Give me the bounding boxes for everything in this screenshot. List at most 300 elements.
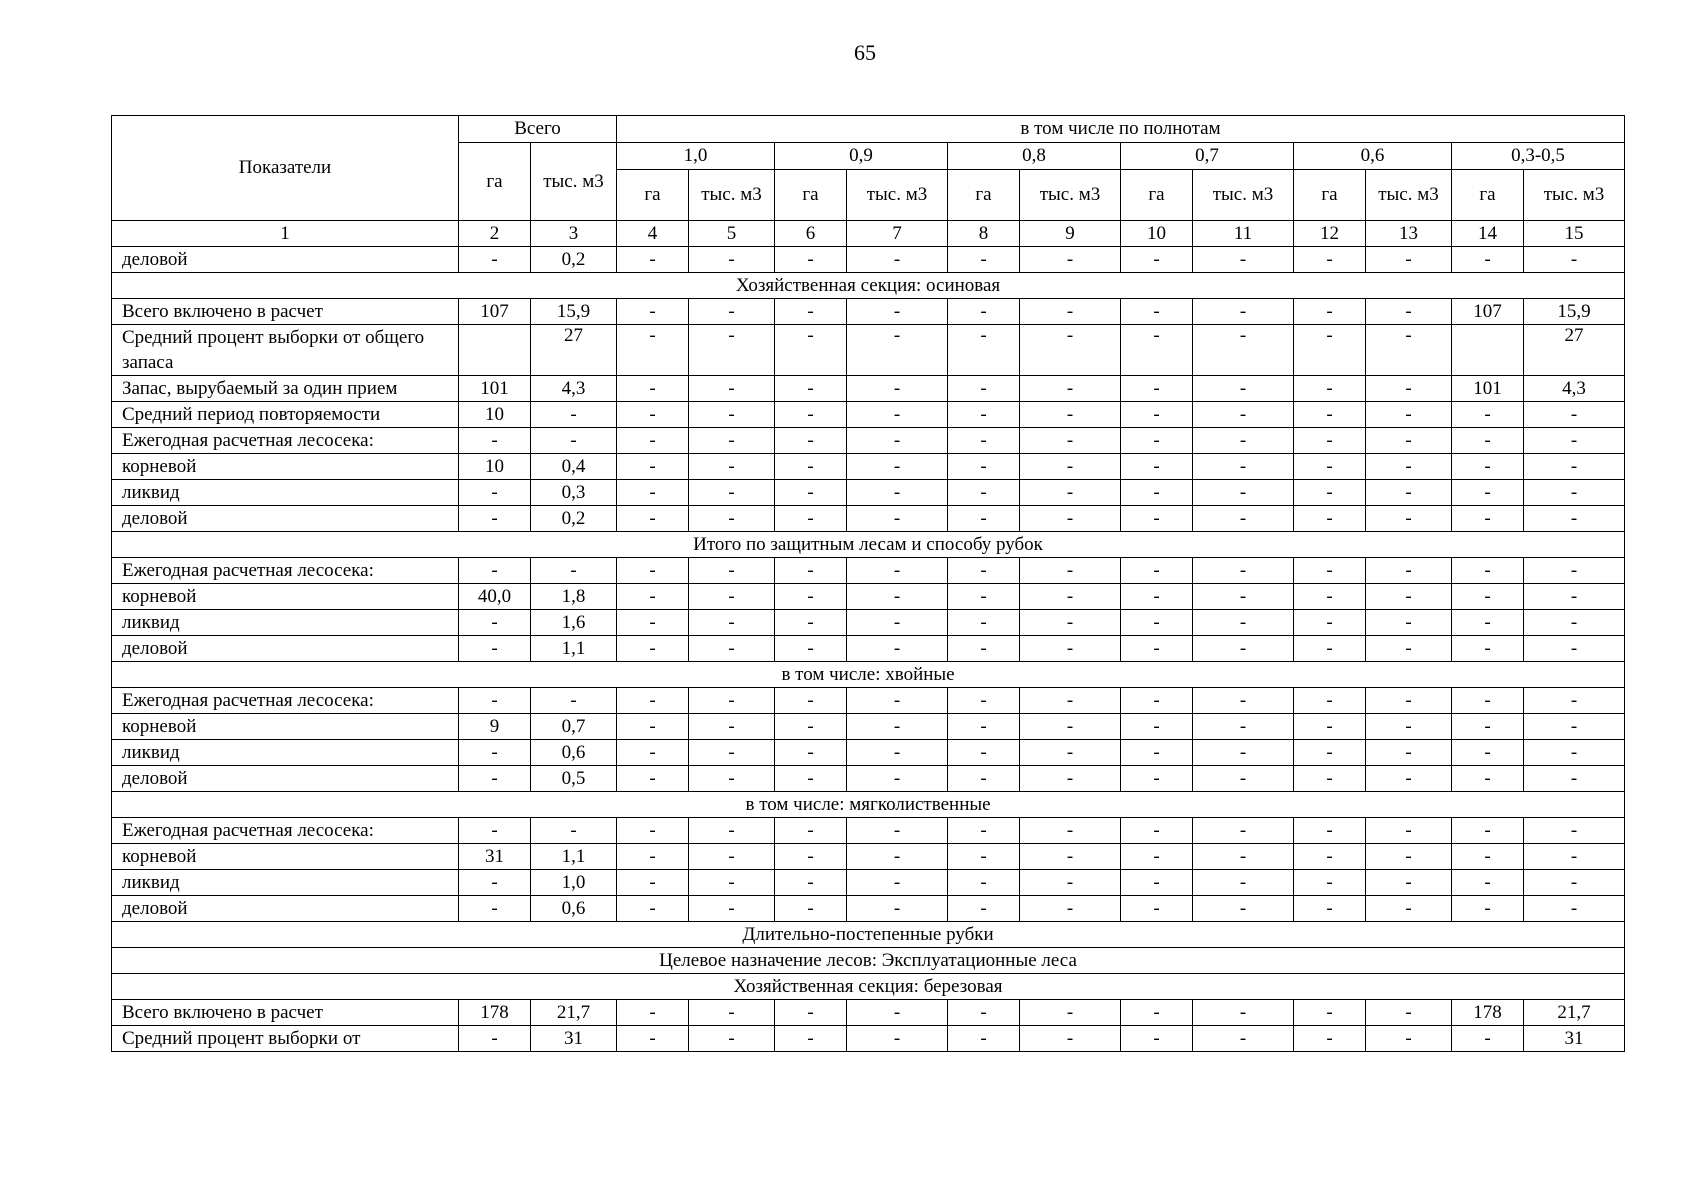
table-cell: - <box>1524 610 1625 636</box>
table-cell: 0,6 <box>531 740 617 766</box>
table-cell: - <box>1452 636 1524 662</box>
table-cell: - <box>1452 610 1524 636</box>
table-cell: - <box>1020 299 1121 325</box>
table-cell: - <box>948 844 1020 870</box>
table-row <box>112 818 1625 844</box>
table-cell: - <box>689 402 775 428</box>
column-number: 2 <box>459 221 531 247</box>
row-label: Средний процент выборки от <box>112 1026 459 1052</box>
table-cell: - <box>617 714 689 740</box>
table-cell: - <box>1524 428 1625 454</box>
table-cell: - <box>689 636 775 662</box>
table-cell: - <box>1294 325 1366 376</box>
row-label: деловой <box>112 506 459 532</box>
table-cell: - <box>1193 896 1294 922</box>
table-cell: - <box>1366 402 1452 428</box>
table-cell: - <box>617 454 689 480</box>
table-cell: - <box>531 558 617 584</box>
table-row <box>112 636 1625 662</box>
table-cell: - <box>847 325 948 376</box>
table-cell: - <box>689 506 775 532</box>
table-cell: - <box>1524 844 1625 870</box>
table-cell: - <box>948 740 1020 766</box>
table-cell: - <box>1193 247 1294 273</box>
table-cell: - <box>1294 766 1366 792</box>
header-group-0-9: 0,9 <box>775 143 948 170</box>
table-cell: - <box>617 740 689 766</box>
table-cell: - <box>1294 558 1366 584</box>
table-cell: - <box>1524 558 1625 584</box>
table-cell: - <box>847 636 948 662</box>
row-label: Ежегодная расчетная лесосека: <box>112 688 459 714</box>
table-cell: - <box>1452 584 1524 610</box>
row-label: Ежегодная расчетная лесосека: <box>112 818 459 844</box>
table-cell: - <box>617 247 689 273</box>
table-cell: - <box>775 844 847 870</box>
table-cell: - <box>617 376 689 402</box>
header-indicator: Показатели <box>112 116 459 221</box>
column-number: 5 <box>689 221 775 247</box>
column-number: 8 <box>948 221 1020 247</box>
table-cell: - <box>1193 428 1294 454</box>
table-cell: - <box>775 584 847 610</box>
table-cell: - <box>1020 376 1121 402</box>
section-title: в том числе: хвойные <box>112 662 1625 688</box>
table-cell: - <box>1121 480 1193 506</box>
table-cell: - <box>1193 506 1294 532</box>
table-cell: - <box>1452 688 1524 714</box>
table-cell: - <box>1020 454 1121 480</box>
table-cell: - <box>1452 402 1524 428</box>
table-cell: - <box>1193 1026 1294 1052</box>
table-cell: - <box>1121 766 1193 792</box>
table-cell: - <box>1020 610 1121 636</box>
table-cell: - <box>459 506 531 532</box>
table-cell: - <box>1020 714 1121 740</box>
table-cell: - <box>1366 844 1452 870</box>
table-row <box>112 714 1625 740</box>
table-cell: - <box>775 454 847 480</box>
table-cell: - <box>1121 454 1193 480</box>
table-cell: - <box>1121 636 1193 662</box>
table-cell: - <box>1121 818 1193 844</box>
table-cell: - <box>1020 688 1121 714</box>
row-label: корневой <box>112 584 459 610</box>
table-cell: - <box>689 1026 775 1052</box>
table-cell: - <box>847 766 948 792</box>
row-label: деловой <box>112 766 459 792</box>
table-cell: - <box>1193 714 1294 740</box>
column-number: 9 <box>1020 221 1121 247</box>
table-cell: - <box>1193 766 1294 792</box>
section-title: Хозяйственная секция: березовая <box>112 974 1625 1000</box>
table-cell: 10 <box>459 454 531 480</box>
table-cell: - <box>1020 558 1121 584</box>
table-cell: 0,7 <box>531 714 617 740</box>
table-cell: - <box>1366 584 1452 610</box>
table-cell: - <box>689 558 775 584</box>
column-number: 7 <box>847 221 948 247</box>
table-cell: - <box>1121 428 1193 454</box>
header-unit: га <box>1121 170 1193 221</box>
table-cell: - <box>1452 506 1524 532</box>
table-cell: 21,7 <box>531 1000 617 1026</box>
table-cell: - <box>459 428 531 454</box>
table-cell: - <box>775 688 847 714</box>
row-label: деловой <box>112 896 459 922</box>
table-cell: - <box>1452 428 1524 454</box>
table-cell: - <box>1020 402 1121 428</box>
table-cell: - <box>617 325 689 376</box>
table-cell: - <box>1020 636 1121 662</box>
table-cell: - <box>1020 766 1121 792</box>
column-numbers-row <box>112 221 1625 247</box>
table-cell: - <box>1020 896 1121 922</box>
table-cell: - <box>1452 896 1524 922</box>
header-unit: тыс. м3 <box>689 170 775 221</box>
table-cell: - <box>1524 714 1625 740</box>
table-cell: - <box>1294 870 1366 896</box>
column-number: 12 <box>1294 221 1366 247</box>
table-cell: - <box>948 299 1020 325</box>
table-cell: 4,3 <box>531 376 617 402</box>
table-cell: 15,9 <box>1524 299 1625 325</box>
table-cell: - <box>1452 247 1524 273</box>
table-cell: - <box>689 325 775 376</box>
table-cell: - <box>847 844 948 870</box>
table-cell: - <box>1524 740 1625 766</box>
table-cell: 178 <box>459 1000 531 1026</box>
table-cell: 0,4 <box>531 454 617 480</box>
table-cell: - <box>617 870 689 896</box>
table-cell: - <box>847 818 948 844</box>
section-title: Целевое назначение лесов: Эксплуатационные леса <box>112 948 1625 974</box>
table-cell: - <box>689 247 775 273</box>
table-cell: 4,3 <box>1524 376 1625 402</box>
table-cell: - <box>617 766 689 792</box>
table-row <box>112 247 1625 273</box>
table-row <box>112 844 1625 870</box>
table-cell: - <box>775 506 847 532</box>
table-cell: - <box>1366 558 1452 584</box>
header-unit: га <box>948 170 1020 221</box>
table-cell: 1,0 <box>531 870 617 896</box>
table-cell: - <box>689 714 775 740</box>
section-header-row <box>112 792 1625 818</box>
table-cell: - <box>1121 506 1193 532</box>
table-cell: - <box>948 376 1020 402</box>
table-cell <box>459 325 531 376</box>
table-cell: - <box>1366 299 1452 325</box>
header-unit: тыс. м3 <box>1193 170 1294 221</box>
table-cell: - <box>1524 818 1625 844</box>
header-group-0-7: 0,7 <box>1121 143 1294 170</box>
header-group-0-6: 0,6 <box>1294 143 1452 170</box>
table-cell: - <box>1366 1026 1452 1052</box>
table-row <box>112 325 1625 376</box>
table-cell: - <box>1294 299 1366 325</box>
table-cell: - <box>1366 766 1452 792</box>
table-cell: - <box>689 818 775 844</box>
header-unit: тыс. м3 <box>1524 170 1625 221</box>
section-header-row <box>112 662 1625 688</box>
header-unit: га <box>1294 170 1366 221</box>
column-number: 1 <box>112 221 459 247</box>
table-cell: - <box>1524 688 1625 714</box>
table-cell: - <box>689 299 775 325</box>
table-cell: - <box>1294 896 1366 922</box>
section-title: Хозяйственная секция: осиновая <box>112 273 1625 299</box>
header-row-1 <box>112 116 1625 143</box>
table-cell: - <box>1121 1000 1193 1026</box>
table-cell: - <box>1121 376 1193 402</box>
table-cell: - <box>948 325 1020 376</box>
row-label: ликвид <box>112 740 459 766</box>
table-row <box>112 688 1625 714</box>
table-cell: - <box>1121 558 1193 584</box>
table-cell: - <box>1366 376 1452 402</box>
table-cell: - <box>775 1000 847 1026</box>
table-cell: - <box>1020 1000 1121 1026</box>
table-cell: - <box>1452 870 1524 896</box>
table-cell: - <box>1020 740 1121 766</box>
table-cell: - <box>775 402 847 428</box>
table-cell: - <box>847 247 948 273</box>
column-number: 6 <box>775 221 847 247</box>
table-cell: 101 <box>459 376 531 402</box>
table-cell: - <box>1366 610 1452 636</box>
table-cell: - <box>1121 896 1193 922</box>
table-cell: - <box>1524 247 1625 273</box>
table-cell: - <box>847 584 948 610</box>
table-cell: - <box>1452 844 1524 870</box>
table-cell: - <box>1294 844 1366 870</box>
table-cell: - <box>459 688 531 714</box>
table-body <box>112 247 1625 1052</box>
row-label: ликвид <box>112 610 459 636</box>
table-cell: 27 <box>1524 325 1625 376</box>
section-header-row <box>112 532 1625 558</box>
row-label: Всего включено в расчет <box>112 1000 459 1026</box>
table-cell: - <box>1366 714 1452 740</box>
table-cell: - <box>847 506 948 532</box>
table-cell: 40,0 <box>459 584 531 610</box>
table-cell: 15,9 <box>531 299 617 325</box>
table-cell: - <box>1524 896 1625 922</box>
section-header-row <box>112 273 1625 299</box>
section-title: Итого по защитным лесам и способу рубок <box>112 532 1625 558</box>
table-cell: - <box>1193 740 1294 766</box>
row-label: Средний процент выборки от общего запаса <box>112 325 459 376</box>
table-cell: - <box>775 766 847 792</box>
row-label: корневой <box>112 714 459 740</box>
table-cell: - <box>1121 870 1193 896</box>
table-cell: - <box>948 870 1020 896</box>
table-cell <box>1452 325 1524 376</box>
table-cell: - <box>1524 636 1625 662</box>
table-cell: - <box>775 610 847 636</box>
table-cell: 27 <box>531 325 617 376</box>
table-row <box>112 506 1625 532</box>
table-cell: - <box>948 506 1020 532</box>
header-unit: га <box>617 170 689 221</box>
table-cell: - <box>948 247 1020 273</box>
table-cell: - <box>1294 402 1366 428</box>
header-unit: тыс. м3 <box>1020 170 1121 221</box>
table-cell: - <box>617 506 689 532</box>
table-cell: - <box>1452 766 1524 792</box>
table-row <box>112 740 1625 766</box>
table-cell: - <box>1294 636 1366 662</box>
table-cell: - <box>617 584 689 610</box>
table-cell: - <box>775 480 847 506</box>
table-row <box>112 584 1625 610</box>
table-cell: - <box>1452 714 1524 740</box>
table-cell: - <box>847 376 948 402</box>
table-cell: - <box>1193 844 1294 870</box>
table-cell: - <box>1294 454 1366 480</box>
table-cell: - <box>689 480 775 506</box>
column-number: 15 <box>1524 221 1625 247</box>
table-cell: - <box>847 454 948 480</box>
table-cell: - <box>459 247 531 273</box>
table-cell: - <box>775 247 847 273</box>
table-cell: - <box>847 610 948 636</box>
table-cell: - <box>948 402 1020 428</box>
header-unit: га <box>775 170 847 221</box>
header-group-1-0: 1,0 <box>617 143 775 170</box>
section-title: в том числе: мягколиственные <box>112 792 1625 818</box>
row-label: Всего включено в расчет <box>112 299 459 325</box>
table-cell: 1,1 <box>531 636 617 662</box>
table-cell: - <box>459 610 531 636</box>
table-cell: - <box>1193 325 1294 376</box>
table-cell: - <box>689 610 775 636</box>
table-cell: - <box>459 1026 531 1052</box>
table-cell: - <box>1294 247 1366 273</box>
table-cell: - <box>617 688 689 714</box>
table-cell: - <box>1193 558 1294 584</box>
table-cell: - <box>1193 688 1294 714</box>
column-number: 11 <box>1193 221 1294 247</box>
table-cell: - <box>1294 428 1366 454</box>
table-cell: - <box>1524 766 1625 792</box>
table-cell: - <box>1121 1026 1193 1052</box>
row-label: корневой <box>112 454 459 480</box>
table-cell: - <box>948 584 1020 610</box>
table-cell: - <box>617 1026 689 1052</box>
table-cell: - <box>1121 325 1193 376</box>
table-cell: 107 <box>459 299 531 325</box>
table-cell: - <box>1294 688 1366 714</box>
header-group-0-8: 0,8 <box>948 143 1121 170</box>
table-cell: - <box>948 766 1020 792</box>
table-cell: - <box>1294 818 1366 844</box>
table-cell: - <box>948 714 1020 740</box>
table-cell: - <box>948 428 1020 454</box>
table-cell: - <box>948 896 1020 922</box>
table-cell: - <box>459 870 531 896</box>
table-cell: - <box>1524 454 1625 480</box>
table-cell: - <box>617 428 689 454</box>
column-number: 4 <box>617 221 689 247</box>
table-cell: - <box>1020 428 1121 454</box>
table-cell: - <box>459 766 531 792</box>
table-row <box>112 766 1625 792</box>
table-cell: - <box>617 558 689 584</box>
table-cell: - <box>1121 247 1193 273</box>
table-cell: - <box>847 740 948 766</box>
table-cell: - <box>459 558 531 584</box>
table-cell: 31 <box>459 844 531 870</box>
table-cell: - <box>1524 480 1625 506</box>
table-cell: 10 <box>459 402 531 428</box>
table-cell: - <box>1121 402 1193 428</box>
header-total-unit-ha: га <box>459 143 531 221</box>
table-row <box>112 376 1625 402</box>
table-cell: 101 <box>1452 376 1524 402</box>
table-cell: - <box>617 299 689 325</box>
table-cell: 21,7 <box>1524 1000 1625 1026</box>
table-cell: 0,3 <box>531 480 617 506</box>
table-cell: - <box>847 714 948 740</box>
table-cell: - <box>847 428 948 454</box>
table-row <box>112 896 1625 922</box>
table-cell: - <box>1366 454 1452 480</box>
table-cell: - <box>1452 480 1524 506</box>
table-cell: - <box>775 325 847 376</box>
table-cell: - <box>1193 402 1294 428</box>
row-label: Средний период повторяемости <box>112 402 459 428</box>
table-cell: 107 <box>1452 299 1524 325</box>
table-cell: - <box>948 818 1020 844</box>
table-cell: - <box>775 428 847 454</box>
table-row <box>112 480 1625 506</box>
table-cell: - <box>1193 818 1294 844</box>
table-cell: - <box>775 636 847 662</box>
table-cell: - <box>1366 636 1452 662</box>
table-cell: 178 <box>1452 1000 1524 1026</box>
table-cell: - <box>1294 506 1366 532</box>
column-number: 3 <box>531 221 617 247</box>
table-cell: - <box>775 376 847 402</box>
table-cell: - <box>531 818 617 844</box>
table-cell: - <box>1121 610 1193 636</box>
table-cell: - <box>1294 610 1366 636</box>
table-cell: - <box>531 428 617 454</box>
row-label: Запас, вырубаемый за один прием <box>112 376 459 402</box>
table-cell: - <box>1193 584 1294 610</box>
row-label: Ежегодная расчетная лесосека: <box>112 558 459 584</box>
table-cell: - <box>617 636 689 662</box>
table-cell: - <box>689 454 775 480</box>
column-number: 10 <box>1121 221 1193 247</box>
table-cell: - <box>948 454 1020 480</box>
table-cell: - <box>1524 870 1625 896</box>
table-cell: 0,2 <box>531 506 617 532</box>
table-cell: - <box>847 299 948 325</box>
table-cell: - <box>1366 688 1452 714</box>
table-cell: - <box>459 740 531 766</box>
table-cell: - <box>1193 870 1294 896</box>
page-number: 65 <box>854 40 876 65</box>
row-label: деловой <box>112 247 459 273</box>
table-cell: - <box>1121 844 1193 870</box>
table-cell: - <box>689 376 775 402</box>
table-cell: - <box>775 558 847 584</box>
table-cell: - <box>1193 299 1294 325</box>
table-row <box>112 402 1625 428</box>
